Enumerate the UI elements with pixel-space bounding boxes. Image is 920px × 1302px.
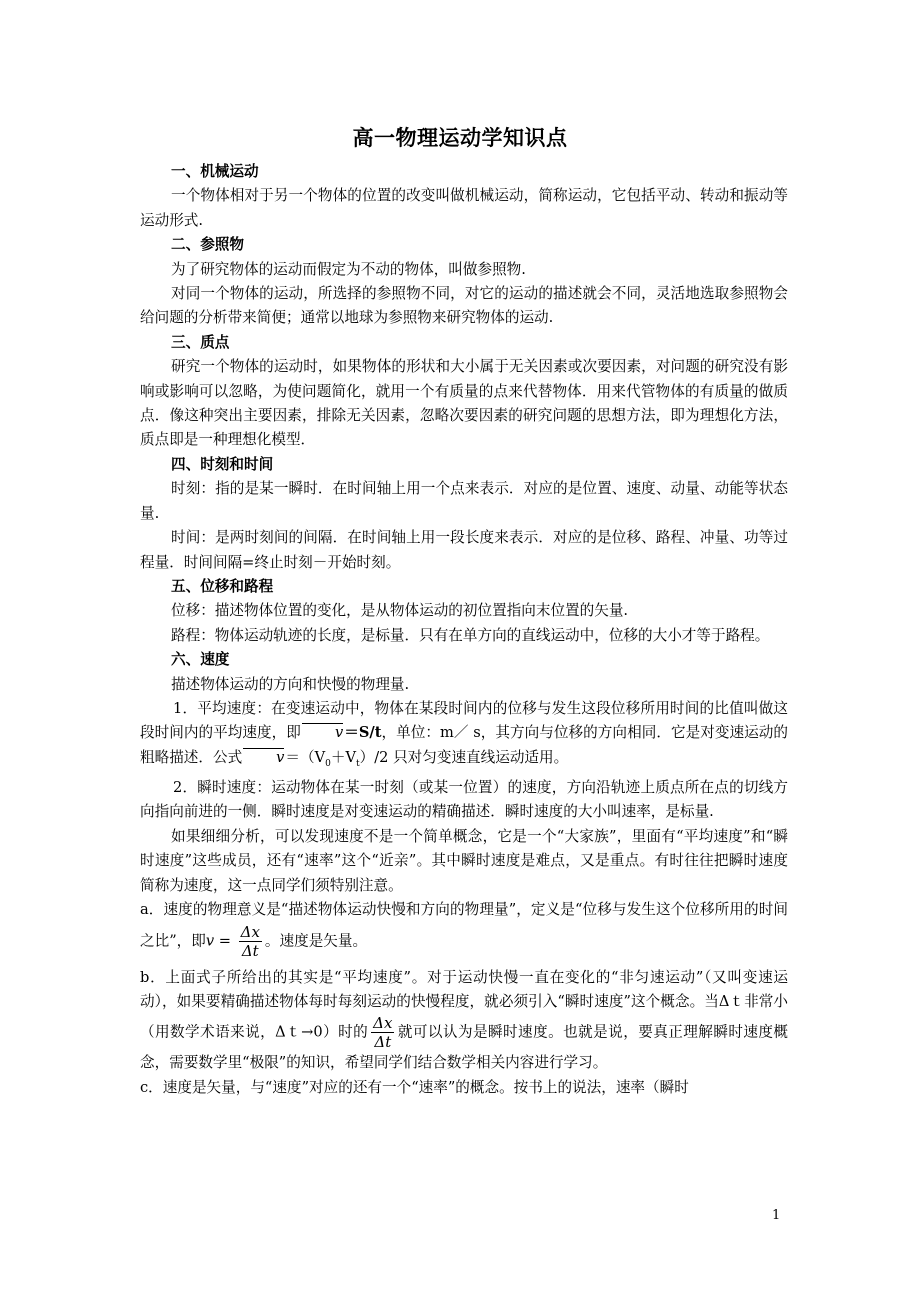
fraction-numerator: Δx [373, 1014, 393, 1033]
fraction-numerator: Δx [240, 922, 260, 941]
subscript: t [356, 758, 360, 769]
paragraph-a [140, 898, 788, 959]
text-run: 1．平均速度：在变速运动中，物体在某段时间内的位移与发生这段位移所用时间的比值叫做这段时间内的平均速度，即 [140, 699, 788, 742]
paragraph-average-velocity [140, 697, 788, 776]
document-body [140, 160, 788, 1100]
page-number: 1 [772, 1208, 781, 1223]
text-run: ，单位：m／ s，其方向与位移的方向相同．它是对变速运动的粗略描述．公式 [140, 724, 788, 766]
text-run: ＝（V [285, 748, 326, 766]
fraction-denominator: Δt [241, 941, 259, 960]
paragraph: 一个物体相对于另一个物体的位置的改变叫做机械运动，简称运动，它包括平动、转动和振动等运动形式. [140, 187, 788, 229]
paragraph-c: c．速度是矢量，与“速度”对应的还有一个“速率”的概念。按书上的说法，速率（瞬时 [140, 1078, 689, 1096]
paragraph-b [140, 966, 788, 1076]
paragraph: 如果细细分析，可以发现速度不是一个简单概念，它是一个“大家族”，里面有“平均速度”和“瞬时速度”这些成员，还有“速率”这个“近亲”。其中瞬时速度是难点，又是重点。有时往往把瞬时速度简称为速度，这一点同学们须特别注意。 [140, 827, 788, 894]
page-title: 高一物理运动学知识点 [352, 126, 568, 150]
formula: ＝S/t [344, 724, 382, 742]
subscript: 0 [325, 758, 331, 769]
paragraph: 对同一个物体的运动，所选择的参照物不同，对它的运动的描述就会不同，灵活地选取参照物会给问题的分析带来简便；通常以地球为参照物来研究物体的运动. [140, 285, 788, 327]
text-run: ＋V [330, 748, 357, 766]
text-run: b．上面式子所给出的其实是“平均速度”。对于运动快慢一直在变化的“非匀速运动”（又叫变速运动），如果要精确描述物体每时每刻运动的快慢程度，就必须引入“瞬时速度”这个概念。当Δｔ非常小（用数学术语来说，Δｔ→0）时的 [140, 968, 788, 1041]
paragraph: 位移：描述物体位置的变化，是从物体运动的初位置指向末位置的矢量. [171, 602, 629, 620]
section-heading-mechanical-motion: 一、机械运动 [171, 163, 259, 180]
text-run: 。速度是矢量。 [264, 932, 368, 949]
fraction-dx-dt [239, 923, 262, 960]
paragraph-instant-velocity: 2．瞬时速度：运动物体在某一时刻（或某一位置）的速度，方向沿轨迹上质点所在点的切线方向指向前进的一侧．瞬时速度是对变速运动的精确描述．瞬时速度的大小叫速率，是标量. [140, 779, 788, 821]
fraction-denominator: Δt [374, 1033, 392, 1052]
section-heading-velocity: 六、速度 [171, 651, 230, 669]
text-run: a．速度的物理意义是“描述物体运动快慢和方向的物理量”，定义是“位移与发生这个位移所用的时间之比”，即 [140, 901, 788, 949]
fraction-dx-dt [371, 1014, 394, 1051]
text-run: 就可以认为是瞬时速度。也就是说，要真正理解瞬时速度概念，需要数学里“极限”的知识，希望同学们结合数学相关内容进行学习。 [140, 1023, 788, 1072]
section-heading-reference-frame: 二、参照物 [171, 236, 244, 254]
v-bar-symbol: v [301, 721, 344, 745]
paragraph: 时间：是两时刻间的间隔．在时间轴上用一段长度来表示．对应的是位移、路程、冲量、功等过程量．时间间隔=终止时刻－开始时刻。 [140, 529, 788, 571]
paragraph: 描述物体运动的方向和快慢的物理量. [171, 675, 410, 693]
paragraph: 路程：物体运动轨迹的长度，是标量．只有在单方向的直线运动中，位移的大小才等于路程。 [171, 626, 770, 644]
v-symbol: v [205, 932, 215, 949]
v-bar-symbol: v [242, 746, 285, 770]
section-heading-particle: 三、质点 [171, 333, 230, 351]
paragraph: 为了研究物体的运动而假定为不动的物体，叫做参照物. [171, 260, 526, 278]
section-heading-time: 四、时刻和时间 [171, 455, 274, 473]
equals-sign: = [214, 932, 236, 949]
paragraph: 时刻：指的是某一瞬时．在时间轴上用一个点来表示．对应的是位置、速度、动量、动能等状态量. [140, 480, 788, 522]
section-heading-displacement: 五、位移和路程 [171, 577, 274, 595]
paragraph: 研究一个物体的运动时，如果物体的形状和大小属于无关因素或次要因素，对问题的研究没有影响或影响可以忽略，为使问题简化，就用一个有质量的点来代替物体．用来代管物体的有质量的做质点．像这种突出主要因素，排除无关因素，忽略次要因素的研究问题的思想方法，即为理想化方法，质点即是一种理想化模型． [140, 358, 788, 449]
text-run: ）/2 只对匀变速直线运动适用。 [359, 748, 569, 766]
